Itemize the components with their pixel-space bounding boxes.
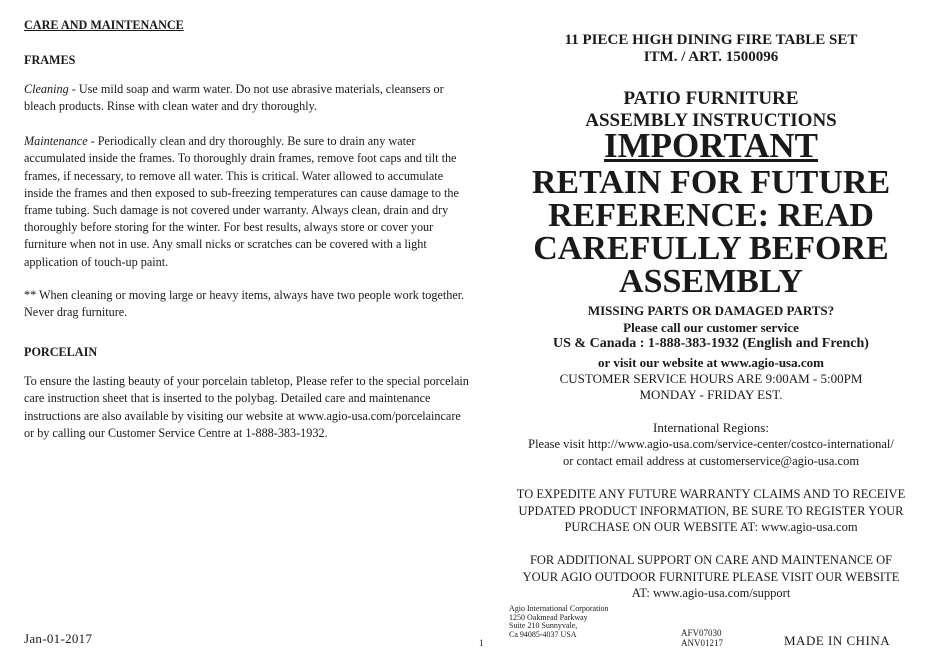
cleaning-paragraph: [24, 81, 469, 115]
support-line: FOR ADDITIONAL SUPPORT ON CARE AND MAINTENANCE OF: [529, 553, 893, 567]
address-line: 1250 Oakmead Parkway: [509, 612, 588, 622]
warranty-line: UPDATED PRODUCT INFORMATION, BE SURE TO REGISTER YOUR: [518, 503, 904, 518]
item-number: ITM. / ART. 1500096: [643, 49, 779, 65]
maintenance-text: - Periodically clean and dry thoroughly. Be sure to drain any water accumulated inside the frames. To thoroughly drain frames, remove foot caps and tilt the frames, if necessary, to remove all water. This is critical. Water allowed to accumulate inside the frames and then exposed to sub-freezing temperatures can cause damage to the frame tubing. Such damage is not covered under warranty. Always clean, drain and dry thoroughly before storing for the winter. For best results, always store or cover your furniture when not in use. Any small nicks or scratches can be covered with a light application of touch-up paint.: [24, 134, 459, 269]
international-heading: International Regions:: [653, 420, 769, 435]
cleaning-label: Cleaning: [24, 82, 69, 97]
retain-line: RETAIN FOR FUTURE: [531, 164, 891, 201]
international-url: Please visit http://www.agio-usa.com/service-center/costco-international/: [528, 437, 894, 451]
frames-heading: FRAMES: [24, 53, 76, 67]
support-block: [505, 552, 917, 602]
phone-line: US & Canada : 1-888-383-1932 (English and French): [553, 336, 869, 351]
made-in-china: MADE IN CHINA: [784, 633, 891, 648]
hours-line-1: CUSTOMER SERVICE HOURS ARE 9:00AM - 5:00PM: [559, 371, 863, 386]
address-line: Suite 210 Sunnyvale,: [509, 621, 578, 631]
assembly-instructions-line: ASSEMBLY INSTRUCTIONS: [585, 110, 837, 131]
international-email: or contact email address at customerservice@agio-usa.com: [562, 454, 860, 468]
important-text: IMPORTANT: [604, 126, 818, 165]
warranty-block: [505, 486, 917, 536]
hours-line-2: MONDAY - FRIDAY EST.: [639, 387, 783, 402]
patio-furniture-line: PATIO FURNITURE: [623, 88, 799, 109]
date-label: Jan-01-2017: [24, 631, 93, 646]
maintenance-paragraph: [24, 133, 469, 271]
cleaning-text: - Use mild soap and warm water. Do not use abrasive materials, cleansers or bleach products. Rinse with clean water and dry thoroughly.: [24, 82, 444, 114]
product-codes: [681, 628, 723, 648]
retain-heading: [505, 166, 917, 298]
support-line: YOUR AGIO OUTDOOR FURNITURE PLEASE VISIT OUR WEBSITE: [522, 569, 900, 584]
website-line: or visit our website at www.agio-usa.com: [598, 355, 824, 370]
warranty-line: PURCHASE ON OUR WEBSITE AT: www.agio-usa.com: [564, 520, 858, 534]
porcelain-paragraph: To ensure the lasting beauty of your porcelain tabletop, Please refer to the special porcelain care instruction sheet that is inserted to the polybag. Detailed care and maintenance instructions are also available by visiting our website at www.agio-usa.com/porcelaincare or by calling our Customer Service Centre at 1-888-383-1932.: [24, 374, 469, 440]
product-code: ANV01217: [681, 638, 723, 648]
product-title: 11 PIECE HIGH DINING FIRE TABLE SET: [564, 32, 858, 48]
address-line: Agio International Corporation: [509, 604, 609, 613]
warranty-line: TO EXPEDITE ANY FUTURE WARRANTY CLAIMS AND TO RECEIVE: [516, 487, 906, 501]
retain-line: REFERENCE: READ: [548, 197, 874, 234]
product-code: AFV07030: [681, 628, 722, 638]
handling-note: ** When cleaning or moving large or heavy items, always have two people work together. Never drag furniture.: [24, 288, 465, 320]
support-line: AT: www.agio-usa.com/support: [631, 586, 791, 600]
retain-line: ASSEMBLY: [619, 263, 803, 300]
retain-line: CAREFULLY BEFORE: [533, 230, 889, 267]
call-customer-service: Please call our customer service: [623, 320, 799, 335]
maintenance-label: Maintenance: [24, 134, 88, 149]
page-number: 1: [479, 638, 484, 648]
company-address: [509, 605, 609, 639]
address-line: Ca 94085-4037 USA: [509, 629, 577, 639]
important-heading: [505, 126, 917, 166]
missing-parts: MISSING PARTS OR DAMAGED PARTS?: [587, 303, 835, 318]
porcelain-heading: PORCELAIN: [24, 345, 98, 359]
care-maintenance-title: CARE AND MAINTENANCE: [24, 18, 184, 32]
